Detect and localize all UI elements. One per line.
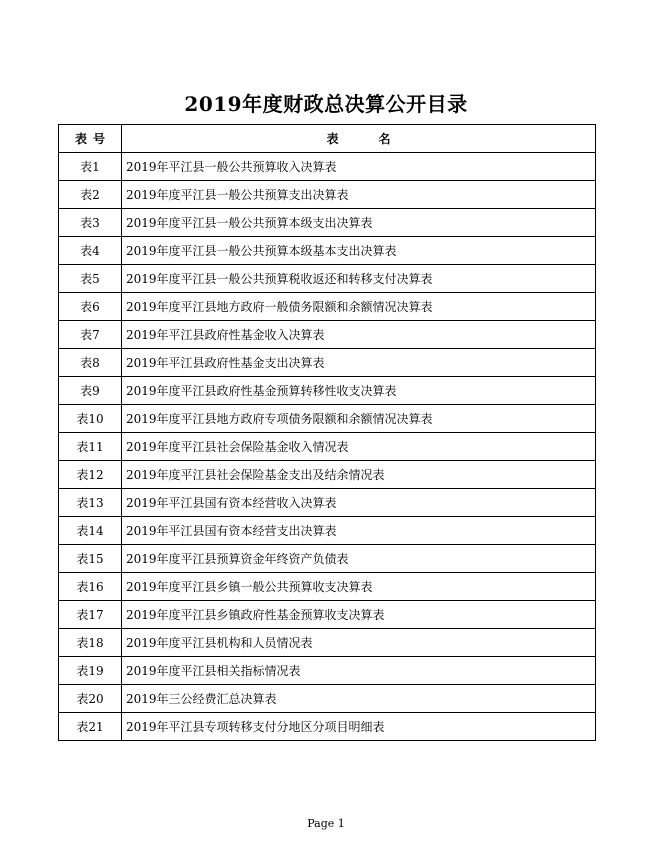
- table-number-cell: 表10: [59, 405, 122, 433]
- table-name-cell: 2019年平江县专项转移支付分地区分项目明细表: [122, 713, 596, 741]
- table-number-cell: 表7: [59, 321, 122, 349]
- table-name-cell: 2019年度平江县一般公共预算支出决算表: [122, 181, 596, 209]
- table-row: [59, 713, 596, 741]
- header-table-number: 表号: [59, 125, 122, 153]
- table-row: [59, 601, 596, 629]
- table-name-cell: 2019年平江县一般公共预算收入决算表: [122, 153, 596, 181]
- table-number-cell: 表11: [59, 433, 122, 461]
- table-number-cell: 表2: [59, 181, 122, 209]
- table-number-cell: 表12: [59, 461, 122, 489]
- table-row: [59, 545, 596, 573]
- table-name-cell: 2019年度平江县相关指标情况表: [122, 657, 596, 685]
- table-row: [59, 349, 596, 377]
- table-row: [59, 489, 596, 517]
- table-name-cell: 2019年度平江县政府性基金预算转移性收支决算表: [122, 377, 596, 405]
- table-row: [59, 153, 596, 181]
- table-row: [59, 685, 596, 713]
- table-name-cell: 2019年度平江县社会保险基金收入情况表: [122, 433, 596, 461]
- table-name-cell: 2019年度平江县乡镇一般公共预算收支决算表: [122, 573, 596, 601]
- table-number-cell: 表5: [59, 265, 122, 293]
- table-row: [59, 657, 596, 685]
- table-name-cell: 2019年度平江县一般公共预算本级支出决算表: [122, 209, 596, 237]
- table-name-cell: 2019年平江县政府性基金收入决算表: [122, 321, 596, 349]
- table-name-cell: 2019年度平江县预算资金年终资产负债表: [122, 545, 596, 573]
- table-number-cell: 表17: [59, 601, 122, 629]
- catalog-table: [58, 124, 596, 741]
- table-number-cell: 表13: [59, 489, 122, 517]
- table-number-cell: 表8: [59, 349, 122, 377]
- page-footer: Page 1: [307, 817, 345, 830]
- table-name-cell: 2019年平江县国有资本经营支出决算表: [122, 517, 596, 545]
- table-row: [59, 629, 596, 657]
- table-row: [59, 237, 596, 265]
- table-name-cell: 2019年度平江县社会保险基金支出及结余情况表: [122, 461, 596, 489]
- table-number-cell: 表3: [59, 209, 122, 237]
- table-number-cell: 表6: [59, 293, 122, 321]
- table-name-cell: 2019年度平江县一般公共预算税收返还和转移支付决算表: [122, 265, 596, 293]
- table-name-cell: 2019年度平江县地方政府专项债务限额和余额情况决算表: [122, 405, 596, 433]
- header-table-name: 表名: [122, 125, 596, 153]
- document-title: 2019年度财政总决算公开目录: [184, 92, 468, 116]
- table-name-cell: 2019年平江县政府性基金支出决算表: [122, 349, 596, 377]
- table-number-cell: 表21: [59, 713, 122, 741]
- table-number-cell: 表18: [59, 629, 122, 657]
- table-number-cell: 表19: [59, 657, 122, 685]
- table-name-cell: 2019年度平江县机构和人员情况表: [122, 629, 596, 657]
- table-number-cell: 表1: [59, 153, 122, 181]
- table-number-cell: 表14: [59, 517, 122, 545]
- table-header-row: [59, 125, 596, 153]
- table-name-cell: 2019年度平江县一般公共预算本级基本支出决算表: [122, 237, 596, 265]
- table-name-cell: 2019年三公经费汇总决算表: [122, 685, 596, 713]
- table-number-cell: 表20: [59, 685, 122, 713]
- table-row: [59, 433, 596, 461]
- catalog-body: [59, 153, 596, 741]
- table-row: [59, 377, 596, 405]
- table-name-cell: 2019年平江县国有资本经营收入决算表: [122, 489, 596, 517]
- table-row: [59, 517, 596, 545]
- table-row: [59, 293, 596, 321]
- table-row: [59, 181, 596, 209]
- table-number-cell: 表4: [59, 237, 122, 265]
- table-row: [59, 321, 596, 349]
- table-name-cell: 2019年度平江县地方政府一般债务限额和余额情况决算表: [122, 293, 596, 321]
- table-row: [59, 405, 596, 433]
- table-row: [59, 265, 596, 293]
- table-row: [59, 209, 596, 237]
- table-row: [59, 461, 596, 489]
- table-number-cell: 表9: [59, 377, 122, 405]
- table-number-cell: 表15: [59, 545, 122, 573]
- table-number-cell: 表16: [59, 573, 122, 601]
- table-row: [59, 573, 596, 601]
- table-name-cell: 2019年度平江县乡镇政府性基金预算收支决算表: [122, 601, 596, 629]
